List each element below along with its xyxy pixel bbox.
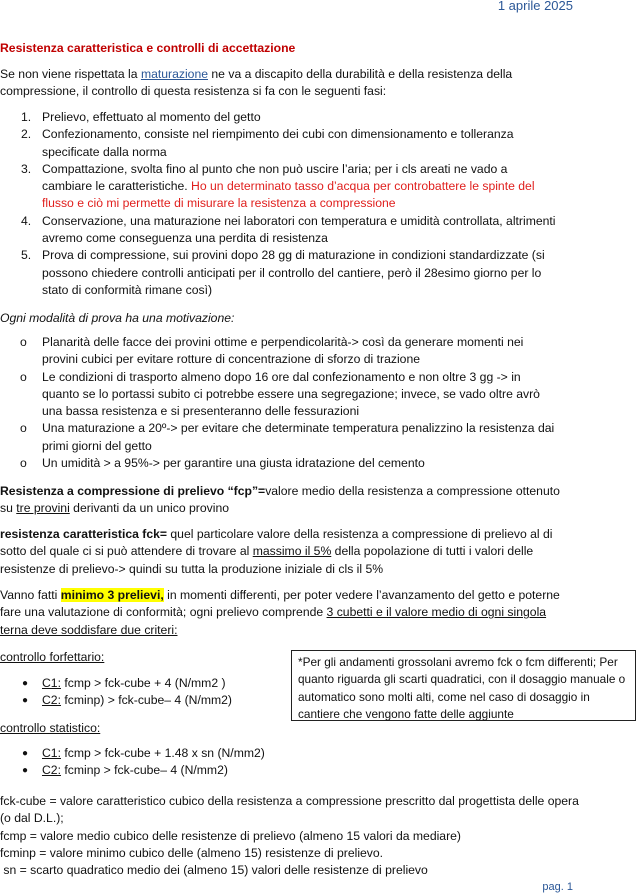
definition-fcminp: fcminp = valore minimo cubico delle (almeno 15) resistenze di prelievo. xyxy=(0,845,384,860)
motivations-list xyxy=(0,334,560,472)
list-item: 5. Prova di compressione, sui provini dopo 28 gg di maturazione in condizioni standardizzate (si possono chiedere controlli anticipati per il controllo del cantiere, però il 28esimo giorno per lo stato di conformità rimane così) xyxy=(21,248,545,297)
list-item: 2. Confezionamento, consiste nel riempimento dei cubi con dimensionamento e tolleranza specificate dalla norma xyxy=(21,127,514,159)
fck-definition: resistenza caratteristica fck= quel particolare valore della resistenza a compressione di prelievo al di sotto del quale ci si può attendere di trovare al massimo il 5% della popolazione di tutti i valori delle resistenze di prelievo-> quindi su tutta la produzione iniziale di cls il 5% xyxy=(0,527,553,576)
definition-fck-cube: fck-cube = valore caratteristico cubico della resistenza a compressione prescritto dal progettista delle opera (o dal D.L.); xyxy=(0,794,579,826)
forfettario-list xyxy=(0,675,290,710)
section-title: Resistenza caratteristica e controlli di accettazione xyxy=(0,41,296,55)
statistico-list xyxy=(0,745,320,780)
list-item: o Una maturazione a 20º-> per evitare che determinate temperatura penalizzino la resistenza dai primi giorni del getto xyxy=(20,421,555,453)
fcp-definition: Resistenza a compressione di prelievo “fcp”=valore medio della resistenza a compressione ottenuto su tre provini derivanti da un unico provino xyxy=(0,484,560,516)
highlighted-text: minimo 3 prelievi, xyxy=(60,588,164,602)
maturazione-link[interactable]: maturazione xyxy=(140,67,209,81)
definition-fcmp: fcmp = valore medio cubico delle resistenze di prelievo (almeno 15 valori da mediare) xyxy=(0,828,461,843)
prelievi-paragraph: Vanno fatti minimo 3 prelievi, in momenti differenti, per poter vedere l’avanzamento del getto e poterne fare una valutazione di conformità; ogni prelievo comprende 3 cubetti e il valore medio di ogni singola terna deve soddisfare due criteri: xyxy=(0,588,560,637)
list-item: 1. Prelievo, effettuato al momento del getto xyxy=(21,110,261,124)
list-item: ● C2: fcminp > fck-cube– 4 (N/mm2) xyxy=(22,763,228,778)
page-number: pag. 1 xyxy=(542,880,573,893)
list-item: o Un umidità > a 95%-> per garantire una giusta idratazione del cemento xyxy=(20,456,425,471)
list-item: o Planarità delle facce dei provini ottime e perpendicolarità-> così da generare momenti nei provini cubici per evitare rotture di concentrazione di sforzo di trazione xyxy=(20,335,524,367)
steps-list xyxy=(0,109,560,299)
document-date: 1 aprile 2025 xyxy=(497,0,573,13)
forfettario-label: controllo forfettario: xyxy=(0,650,105,664)
list-item: 3. Compattazione, svolta fino al punto che non può uscire l’aria; per i cls areati ne vado a cambiare le caratteristiche. Ho un determinato tasso d’acqua per controbattere le spinte del flusso e ciò mi permette di misurare la resistenza a compressione xyxy=(21,161,535,211)
intro-paragraph: Se non viene rispettata la maturazione ne va a discapito della durabilità e della resistenza della compressione, il controllo di questa resistenza si fa con le seguenti fasi: xyxy=(0,67,513,99)
list-item: 4. Conservazione, una maturazione nei laboratori con temperatura e umidità controllata, altrimenti avremo come conseguenza una perdita di resistenza xyxy=(21,213,556,246)
list-item: ● C1: fcmp > fck-cube + 1.48 x sn (N/mm2) xyxy=(22,746,265,760)
definitions xyxy=(0,793,590,879)
list-item: ● C2: fcminp) > fck-cube– 4 (N/mm2) xyxy=(22,693,232,708)
motivation-label: Ogni modalità di prova ha una motivazione: xyxy=(0,311,235,325)
list-item: ● C1: fcmp > fck-cube + 4 (N/mm2 ) xyxy=(22,676,226,690)
statistico-label: controllo statistico: xyxy=(0,721,101,735)
list-item: o Le condizioni di trasporto almeno dopo 16 ore dal confezionamento e non oltre 3 gg -> in quanto se lo portassi subito ci potrebbe essere una segregazione; invece, se vado oltre avrò una bassa resistenza e si presenteranno delle fessurazioni xyxy=(20,369,540,419)
note-box: *Per gli andamenti grossolani avremo fck o fcm differenti; Per quanto riguarda gli scarti quadratici, con il dosaggio manuale o automatico sono molti alti, come nel caso di dosaggio in cantiere che vengono fatte delle aggiunte xyxy=(291,650,636,721)
definition-sn: sn = scarto quadratico medio dei (almeno 15) valori delle resistenze di prelievo xyxy=(0,863,428,878)
